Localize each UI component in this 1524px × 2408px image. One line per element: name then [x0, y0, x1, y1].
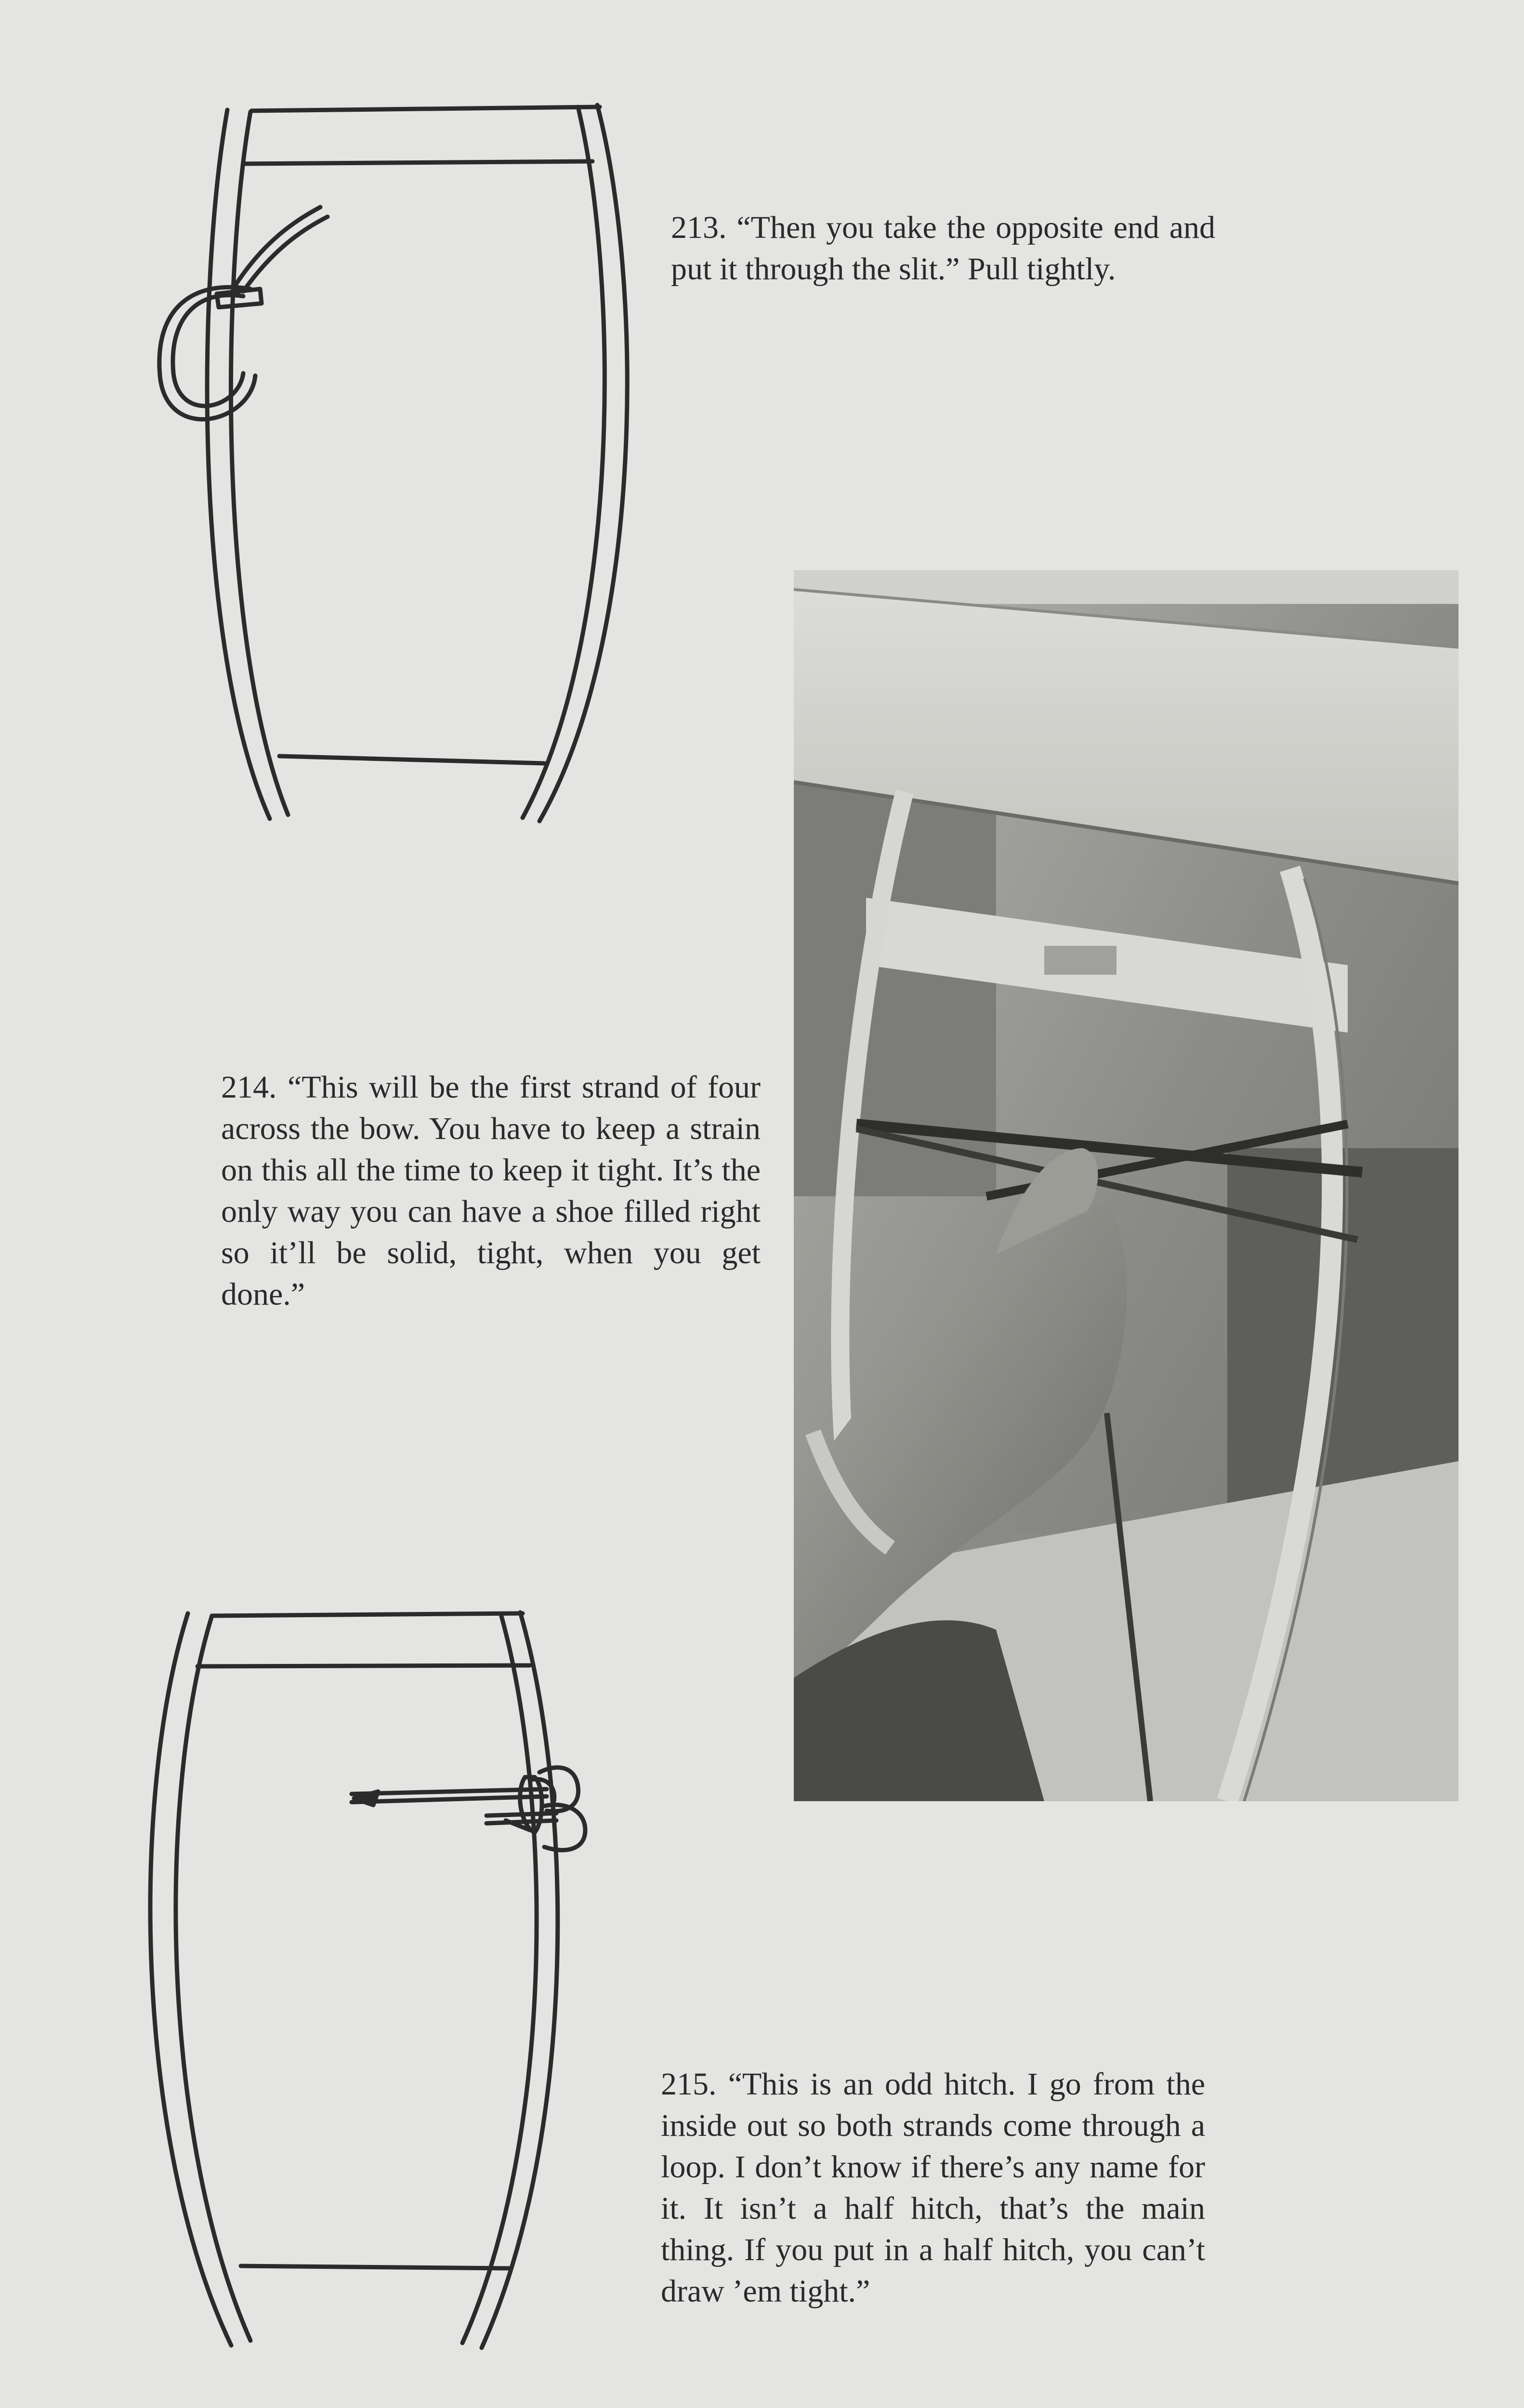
hand-pulling-strand-through-frame-photo [794, 570, 1458, 1801]
caption-213: 213. “Then you take the opposite end and put it through the slit.” Pull tightly. [671, 210, 1215, 287]
snowshoe-frame-drawing [77, 77, 665, 828]
frame-outline [207, 105, 627, 821]
photo-scene [794, 570, 1458, 1801]
frame-outline [150, 1612, 558, 2348]
snowshoe-hitch-drawing [111, 1594, 665, 2355]
caption-215: 215. “This is an odd hitch. I go from the inside out so both strands come through a loop. I don’t know if there’s any name for it. It isn’t a half hitch, that’s the main thing. If you put in a half hitch, you can’t draw ’em tight.” [661, 2067, 1205, 2309]
caption-214: 214. “This will be the first strand of four across the bow. You have to keep a strain on this all the time to keep it tight. It’s the only way you can have a shoe filled right so it’ll be solid, tight, when you get done.” [221, 1070, 761, 1312]
strand-loop [159, 207, 328, 419]
